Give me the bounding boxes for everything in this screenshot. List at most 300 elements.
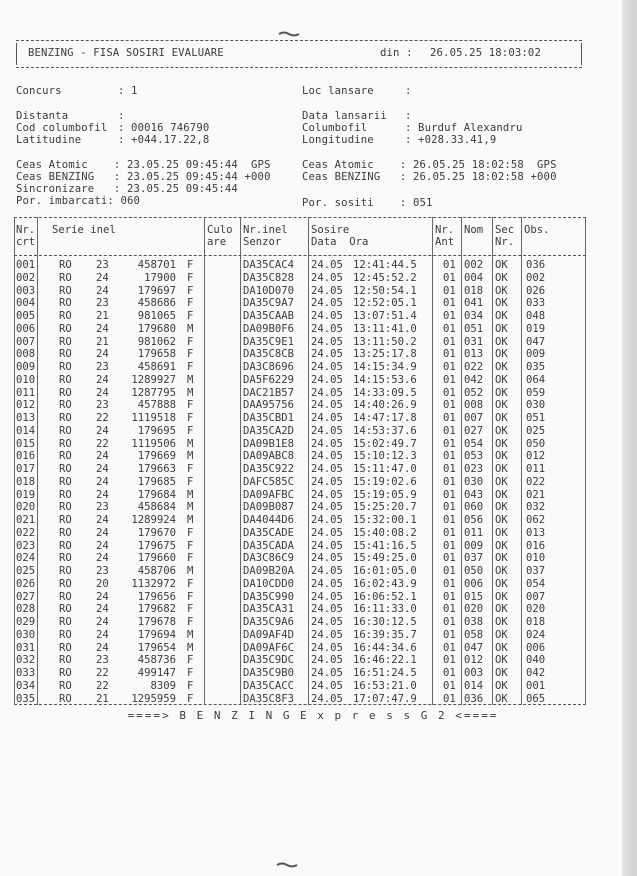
cell-sec: OK (495, 654, 508, 667)
cell-sex: F (187, 271, 194, 284)
cell-an: 24 (96, 463, 109, 475)
cell-senzor: DA35C9B0 (243, 667, 295, 679)
cell-tara: RO (59, 616, 72, 628)
cell-sec: OK (495, 322, 508, 335)
cell-sex: M (187, 450, 194, 463)
cell-ora: 16:46:22.1 (353, 654, 417, 667)
cell-sex: F (187, 679, 194, 692)
cell-senzor: DA09AF4D (243, 628, 295, 641)
cell-an: 23 (96, 399, 109, 412)
cell-ora: 15:11:47.0 (353, 463, 417, 475)
cell-data: 24.05 (311, 450, 343, 463)
header-data-ora: Data Ora (311, 236, 369, 248)
cell-sex: F (187, 552, 194, 565)
cell-ora: 15:49:25.0 (353, 552, 417, 565)
cell-ant: 01 (443, 552, 456, 565)
cell-tara: RO (59, 361, 72, 373)
cell-ant: 01 (443, 463, 456, 475)
cell-sec: OK (495, 412, 508, 424)
cell-nom: 020 (464, 603, 484, 616)
ceas-benzing-start: Ceas BENZING : 23.05.25 09:45:44 +000 (16, 171, 271, 183)
cell-ant: 01 (443, 361, 456, 373)
cell-sec: OK (495, 577, 508, 590)
cell-tara: RO (59, 514, 72, 526)
cell-ant: 01 (443, 526, 456, 539)
cell-sec: OK (495, 514, 508, 526)
cell-an: 24 (96, 322, 109, 335)
cell-ora: 14:53:37.6 (353, 424, 417, 437)
cell-sec: OK (495, 284, 508, 297)
cell-sec: OK (495, 565, 508, 577)
cell-nr: 033 (16, 667, 36, 679)
cell-nom: 004 (464, 271, 484, 284)
cell-data: 24.05 (311, 565, 343, 577)
cell-ant: 01 (443, 514, 456, 526)
cell-senzor: DA35CAC4 (243, 259, 295, 271)
cell-sex: F (187, 667, 194, 679)
cell-senzor: DA09B1E8 (243, 437, 295, 450)
cell-nom: 054 (464, 437, 484, 450)
cell-inel: 179675 (137, 539, 176, 552)
cell-inel: 499147 (137, 667, 176, 679)
cell-sex: F (187, 259, 194, 271)
cell-ant: 01 (443, 399, 456, 412)
cell-ora: 16:02:43.9 (353, 577, 417, 590)
cell-nr: 006 (16, 322, 36, 335)
cell-ora: 15:19:05.9 (353, 488, 417, 501)
cell-nr: 027 (16, 590, 36, 603)
cell-obs: 001 (526, 679, 546, 692)
cell-senzor: DAFC585C (243, 475, 295, 488)
cell-an: 21 (96, 335, 109, 348)
cell-an: 23 (96, 297, 109, 310)
cell-inel: 458736 (137, 654, 176, 667)
cell-ora: 16:30:12.5 (353, 616, 417, 628)
cell-sec: OK (495, 259, 508, 271)
cell-sec: OK (495, 348, 508, 361)
cell-sec: OK (495, 488, 508, 501)
cell-an: 23 (96, 565, 109, 577)
cell-an: 24 (96, 488, 109, 501)
arrivals-table (14, 217, 586, 705)
cell-senzor: DA09B0F6 (243, 322, 295, 335)
cell-tara: RO (59, 412, 72, 424)
cell-an: 24 (96, 603, 109, 616)
cell-ant: 01 (443, 539, 456, 552)
cell-data: 24.05 (311, 284, 343, 297)
data-lansarii-label: Data lansarii (302, 110, 387, 122)
concurs-label: Concurs (16, 85, 62, 97)
cell-ora: 12:52:05.1 (353, 297, 417, 310)
cell-senzor: DA35C990 (243, 590, 295, 603)
cell-tara: RO (59, 679, 72, 692)
cell-nom: 036 (464, 692, 484, 705)
cell-sex: M (187, 514, 194, 526)
cell-data: 24.05 (311, 386, 343, 399)
cell-data: 24.05 (311, 654, 343, 667)
cell-inel: 179654 (137, 641, 176, 654)
cell-obs: 065 (526, 692, 546, 705)
cell-data: 24.05 (311, 475, 343, 488)
cell-sex: F (187, 616, 194, 628)
cell-inel: 179669 (137, 450, 176, 463)
cell-nom: 007 (464, 412, 484, 424)
cell-senzor: DA35C922 (243, 463, 295, 475)
cell-obs: 051 (526, 412, 546, 424)
cell-an: 24 (96, 616, 109, 628)
cell-ant: 01 (443, 386, 456, 399)
longitudine-value: : +028.33.41,9 (405, 134, 497, 146)
cell-tara: RO (59, 271, 72, 284)
cell-sex: M (187, 641, 194, 654)
cell-nr: 004 (16, 297, 36, 310)
cell-sex: F (187, 361, 194, 373)
cell-nom: 006 (464, 577, 484, 590)
staple-mark-bottom (276, 862, 298, 868)
cell-ant: 01 (443, 616, 456, 628)
cell-sec: OK (495, 335, 508, 348)
cell-senzor: DA35CACC (243, 679, 295, 692)
cell-inel: 179695 (137, 424, 176, 437)
cell-senzor: DA4044D6 (243, 514, 295, 526)
cell-nr: 028 (16, 603, 36, 616)
columbofil-label: Columbofil (302, 122, 368, 134)
cell-nr: 005 (16, 310, 36, 322)
cell-sex: F (187, 335, 194, 348)
cell-obs: 011 (526, 463, 546, 475)
cell-ora: 13:11:41.0 (353, 322, 417, 335)
cell-an: 24 (96, 641, 109, 654)
cell-obs: 040 (526, 654, 546, 667)
cell-obs: 025 (526, 424, 546, 437)
cell-inel: 1289924 (131, 514, 176, 526)
cell-nom: 022 (464, 361, 484, 373)
header-nr-ant: Nr. (435, 224, 455, 236)
cell-senzor: DA35CA31 (243, 603, 295, 616)
cell-data: 24.05 (311, 335, 343, 348)
cell-ora: 15:32:00.1 (353, 514, 417, 526)
cell-nom: 050 (464, 565, 484, 577)
cell-sec: OK (495, 526, 508, 539)
cell-ant: 01 (443, 424, 456, 437)
cell-an: 24 (96, 552, 109, 565)
cell-senzor: DA35CADA (243, 539, 295, 552)
cell-ant: 01 (443, 284, 456, 297)
cell-sec: OK (495, 603, 508, 616)
cell-ant: 01 (443, 679, 456, 692)
data-lansarii-value: : (405, 110, 412, 122)
cell-ant: 01 (443, 577, 456, 590)
cell-nom: 034 (464, 310, 484, 322)
cell-data: 24.05 (311, 310, 343, 322)
cell-obs: 032 (526, 501, 546, 514)
cell-obs: 047 (526, 335, 546, 348)
cell-tara: RO (59, 450, 72, 463)
cell-ant: 01 (443, 412, 456, 424)
cell-tara: RO (59, 348, 72, 361)
cell-inel: 179682 (137, 603, 176, 616)
header-sec-nr: Nr. (495, 236, 515, 248)
cell-tara: RO (59, 552, 72, 565)
sincronizare: Sincronizare : 23.05.25 09:45:44 (16, 183, 238, 195)
cell-inel: 179663 (137, 463, 176, 475)
cell-tara: RO (59, 437, 72, 450)
cell-ora: 13:11:50.2 (353, 335, 417, 348)
cell-ant: 01 (443, 641, 456, 654)
cell-inel: 179684 (137, 488, 176, 501)
cell-sex: M (187, 322, 194, 335)
cell-obs: 018 (526, 616, 546, 628)
cell-nr: 025 (16, 565, 36, 577)
cell-sex: F (187, 590, 194, 603)
cell-senzor: DA09B087 (243, 501, 295, 514)
cell-nom: 058 (464, 628, 484, 641)
cell-data: 24.05 (311, 641, 343, 654)
cell-obs: 062 (526, 514, 546, 526)
cell-inel: 179670 (137, 526, 176, 539)
cell-sec: OK (495, 386, 508, 399)
cell-obs: 037 (526, 565, 546, 577)
cell-ora: 14:47:17.8 (353, 412, 417, 424)
cell-ant: 01 (443, 335, 456, 348)
cell-obs: 012 (526, 450, 546, 463)
cell-nom: 060 (464, 501, 484, 514)
cell-senzor: DA3C86C9 (243, 552, 295, 565)
header-sec: Sec (495, 224, 515, 236)
cell-sex: M (187, 565, 194, 577)
cell-ora: 12:45:52.2 (353, 271, 417, 284)
cell-tara: RO (59, 322, 72, 335)
cell-nom: 002 (464, 259, 484, 271)
cell-data: 24.05 (311, 424, 343, 437)
cell-tara: RO (59, 399, 72, 412)
cell-nom: 038 (464, 616, 484, 628)
cell-ant: 01 (443, 501, 456, 514)
cell-inel: 981065 (137, 310, 176, 322)
cell-sex: M (187, 501, 194, 514)
cell-nom: 008 (464, 399, 484, 412)
cell-an: 24 (96, 386, 109, 399)
cell-ora: 13:25:17.8 (353, 348, 417, 361)
cell-tara: RO (59, 297, 72, 310)
cell-tara: RO (59, 463, 72, 475)
cell-ant: 01 (443, 603, 456, 616)
cell-nom: 014 (464, 679, 484, 692)
cell-sec: OK (495, 361, 508, 373)
cell-data: 24.05 (311, 514, 343, 526)
cell-inel: 1119506 (131, 437, 176, 450)
cell-senzor: DA09AF6C (243, 641, 295, 654)
cell-nom: 013 (464, 348, 484, 361)
cell-sec: OK (495, 450, 508, 463)
cell-obs: 035 (526, 361, 546, 373)
cell-sex: F (187, 284, 194, 297)
cell-an: 24 (96, 514, 109, 526)
cell-tara: RO (59, 565, 72, 577)
cell-nr: 018 (16, 475, 36, 488)
cell-tara: RO (59, 475, 72, 488)
cell-senzor: DA35C8F3 (243, 692, 295, 705)
cell-obs: 064 (526, 373, 546, 386)
header-nom: Nom (464, 224, 484, 236)
cell-sec: OK (495, 437, 508, 450)
cell-sex: F (187, 412, 194, 424)
cell-tara: RO (59, 577, 72, 590)
cell-ora: 16:39:35.7 (353, 628, 417, 641)
cell-ora: 15:25:20.7 (353, 501, 417, 514)
cell-ora: 14:15:53.6 (353, 373, 417, 386)
cell-obs: 020 (526, 603, 546, 616)
cell-nr: 009 (16, 361, 36, 373)
cell-data: 24.05 (311, 679, 343, 692)
cell-nr: 021 (16, 514, 36, 526)
cell-inel: 179658 (137, 348, 176, 361)
cell-nr: 029 (16, 616, 36, 628)
cell-nom: 003 (464, 667, 484, 679)
cell-an: 23 (96, 259, 109, 271)
cell-sex: F (187, 603, 194, 616)
cell-tara: RO (59, 692, 72, 705)
cell-ora: 14:33:09.5 (353, 386, 417, 399)
cell-sex: M (187, 488, 194, 501)
scan-edge (622, 0, 637, 876)
cell-nom: 009 (464, 539, 484, 552)
cell-nom: 018 (464, 284, 484, 297)
header-culoare-2: are (207, 236, 227, 248)
cell-nom: 047 (464, 641, 484, 654)
cell-sec: OK (495, 501, 508, 514)
cell-sex: F (187, 526, 194, 539)
cell-inel: 179656 (137, 590, 176, 603)
cell-tara: RO (59, 526, 72, 539)
cell-data: 24.05 (311, 297, 343, 310)
cell-senzor: DA35C9A6 (243, 616, 295, 628)
cell-sec: OK (495, 590, 508, 603)
cell-senzor: DAC21B57 (243, 386, 295, 399)
cell-senzor: DA5F6229 (243, 373, 295, 386)
cell-senzor: DA35CADE (243, 526, 295, 539)
cell-ora: 17:07:47.9 (353, 692, 417, 705)
cell-tara: RO (59, 501, 72, 514)
cell-an: 24 (96, 348, 109, 361)
cell-an: 24 (96, 628, 109, 641)
cell-ora: 15:02:49.7 (353, 437, 417, 450)
cell-senzor: DA35C9DC (243, 654, 295, 667)
cell-obs: 016 (526, 539, 546, 552)
cell-data: 24.05 (311, 399, 343, 412)
cell-tara: RO (59, 539, 72, 552)
cell-ora: 16:44:34.6 (353, 641, 417, 654)
cell-sex: F (187, 399, 194, 412)
cell-nom: 037 (464, 552, 484, 565)
cell-obs: 048 (526, 310, 546, 322)
cell-sec: OK (495, 297, 508, 310)
cell-sec: OK (495, 679, 508, 692)
cell-senzor: DA10D070 (243, 284, 295, 297)
cell-nr: 015 (16, 437, 36, 450)
cell-ora: 16:06:52.1 (353, 590, 417, 603)
cell-ant: 01 (443, 437, 456, 450)
cell-data: 24.05 (311, 348, 343, 361)
cell-an: 22 (96, 679, 109, 692)
cell-obs: 013 (526, 526, 546, 539)
cell-nr: 011 (16, 386, 36, 399)
cell-nr: 022 (16, 526, 36, 539)
cell-ora: 16:53:21.0 (353, 679, 417, 692)
cell-obs: 054 (526, 577, 546, 590)
cell-sex: F (187, 348, 194, 361)
cell-nom: 042 (464, 373, 484, 386)
cell-sec: OK (495, 399, 508, 412)
cell-sex: F (187, 654, 194, 667)
cell-sec: OK (495, 667, 508, 679)
ceas-atomic-start: Ceas Atomic : 23.05.25 09:45:44 GPS (16, 159, 271, 171)
cell-data: 24.05 (311, 526, 343, 539)
cell-ant: 01 (443, 475, 456, 488)
cell-sec: OK (495, 475, 508, 488)
cell-data: 24.05 (311, 271, 343, 284)
cell-ant: 01 (443, 565, 456, 577)
cell-obs: 033 (526, 297, 546, 310)
cell-ora: 15:41:16.5 (353, 539, 417, 552)
cell-nom: 011 (464, 526, 484, 539)
cell-obs: 059 (526, 386, 546, 399)
cell-an: 22 (96, 412, 109, 424)
cell-ora: 14:40:26.9 (353, 399, 417, 412)
cell-tara: RO (59, 654, 72, 667)
cell-nr: 010 (16, 373, 36, 386)
cell-nom: 053 (464, 450, 484, 463)
cell-tara: RO (59, 373, 72, 386)
cell-obs: 006 (526, 641, 546, 654)
cell-data: 24.05 (311, 437, 343, 450)
cell-ant: 01 (443, 259, 456, 271)
cell-inel: 458691 (137, 361, 176, 373)
cell-data: 24.05 (311, 667, 343, 679)
cell-data: 24.05 (311, 412, 343, 424)
cell-sec: OK (495, 692, 508, 705)
cell-nr: 007 (16, 335, 36, 348)
cell-inel: 8309 (150, 679, 176, 692)
cell-obs: 024 (526, 628, 546, 641)
cell-sec: OK (495, 539, 508, 552)
cell-ant: 01 (443, 654, 456, 667)
cell-ora: 12:50:54.1 (353, 284, 417, 297)
cell-sex: F (187, 475, 194, 488)
longitudine-label: Longitudine (302, 134, 374, 146)
cell-an: 24 (96, 526, 109, 539)
cell-nom: 043 (464, 488, 484, 501)
header-sosire: Sosire (311, 224, 350, 236)
cell-an: 21 (96, 692, 109, 705)
cell-senzor: DA09AFBC (243, 488, 295, 501)
cell-nom: 030 (464, 475, 484, 488)
header-nr-inel: Nr.inel (243, 224, 288, 236)
cell-ora: 14:15:34.9 (353, 361, 417, 373)
cell-senzor: DA09B20A (243, 565, 295, 577)
cell-ant: 01 (443, 667, 456, 679)
cell-ant: 01 (443, 322, 456, 335)
cell-ant: 01 (443, 628, 456, 641)
cell-ant: 01 (443, 373, 456, 386)
cell-inel: 457888 (137, 399, 176, 412)
distanta-value: : (118, 110, 125, 122)
cell-nom: 012 (464, 654, 484, 667)
cell-data: 24.05 (311, 552, 343, 565)
cell-inel: 458684 (137, 501, 176, 514)
cod-columbofil-value: : 00016 746790 (118, 122, 210, 134)
ceas-benzing-end: Ceas BENZING : 26.05.25 18:02:58 +000 (302, 171, 557, 183)
